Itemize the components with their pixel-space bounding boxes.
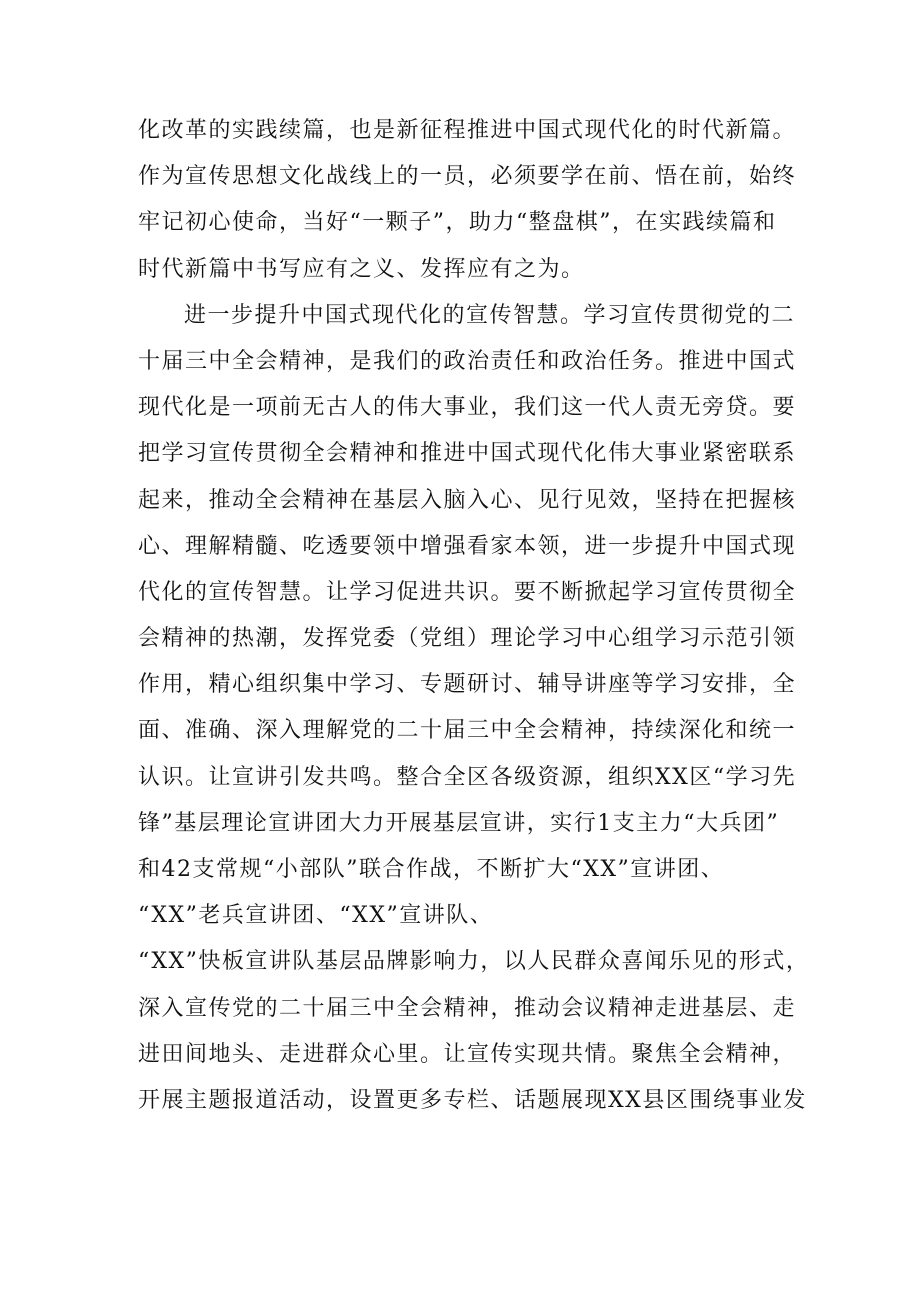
text-line: 起来，推动全会精神在基层入脑入心、见行见效，坚持在把握核 xyxy=(138,487,797,513)
text-line: 进田间地头、走进群众心里。让宣传实现共情。聚焦全会精神， xyxy=(138,1041,797,1067)
text-line: 深入宣传党的二十届三中全会精神，推动会议精神走进基层、走 xyxy=(138,995,797,1021)
text-line: 时代新篇中书写应有之义、发挥应有之为。 xyxy=(138,256,585,282)
text-line: 和42支常规“小部队”联合作战，不断扩大“XX”宣讲团、 xyxy=(138,857,725,882)
document-body xyxy=(138,108,810,1124)
text-line: “XX”快板宣讲队基层品牌影响力，以人民群众喜闻乐见的形式， xyxy=(138,949,810,975)
text-line: 认识。让宣讲引发共鸣。整合全区各级资源，组织XX区“学习先 xyxy=(138,764,797,790)
text-line: 代化的宣传智慧。让学习促进共识。要不断掀起学习宣传贯彻全 xyxy=(138,579,797,605)
text-line: 现代化是一项前无古人的伟大事业，我们这一代人责无旁贷。要 xyxy=(138,395,797,421)
text-line: 作为宣传思想文化战线上的一员，必须要学在前、悟在前，始终 xyxy=(138,164,797,190)
text-line: 把学习宣传贯彻全会精神和推进中国式现代化伟大事业紧密联系 xyxy=(138,441,797,467)
text-line: 牢记初心使命，当好“一颗子”，助力“整盘棋”，在实践续篇和 xyxy=(138,210,777,236)
text-line: 作用，精心组织集中学习、专题研讨、辅导讲座等学习安排，全 xyxy=(138,672,797,698)
text-line: “XX”老兵宣讲团、“XX”宣讲队、 xyxy=(138,903,494,929)
text-line: 锋”基层理论宣讲团大力开展基层宣讲，实行1支主力“大兵团” xyxy=(138,810,780,836)
text-line: 开展主题报道活动，设置更多专栏、话题展现XX县区围绕事业发 xyxy=(138,1087,807,1113)
text-line: 面、准确、深入理解党的二十届三中全会精神，持续深化和统一 xyxy=(138,718,797,744)
text-line: 心、理解精髓、吃透要领中增强看家本领，进一步提升中国式现 xyxy=(138,533,797,559)
text-line: 化改革的实践续篇，也是新征程推进中国式现代化的时代新篇。 xyxy=(138,118,797,143)
text-line: 会精神的热潮，发挥党委（党组）理论学习中心组学习示范引领 xyxy=(138,626,797,652)
text-line: 十届三中全会精神，是我们的政治责任和政治任务。推进中国式 xyxy=(138,348,797,374)
paragraph-start-line: 进一步提升中国式现代化的宣传智慧。学习宣传贯彻党的二 xyxy=(184,302,796,328)
